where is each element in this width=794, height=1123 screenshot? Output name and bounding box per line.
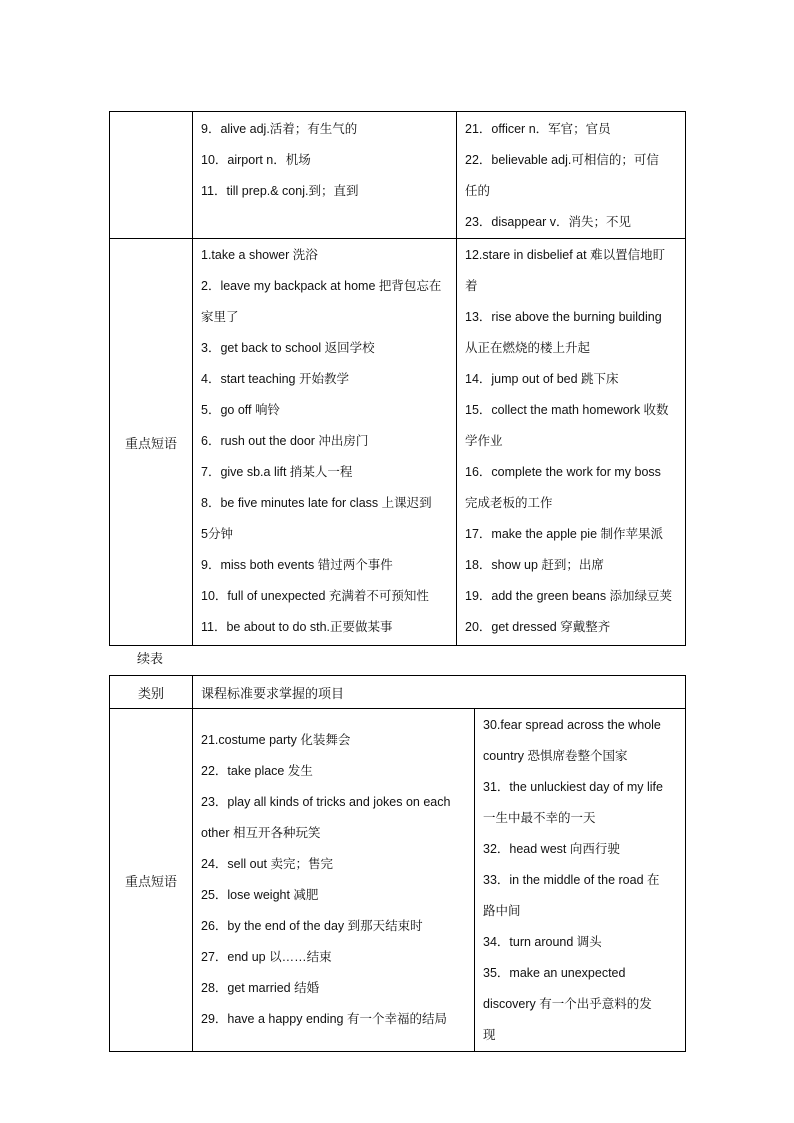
list-item: 35．make an unexpected bbox=[483, 966, 626, 980]
list-item: 23．disappear v．消失；不见 bbox=[465, 215, 632, 229]
list-item: 30.fear spread across the whole bbox=[483, 718, 661, 732]
list-item: 7．give sb.a lift 捎某人一程 bbox=[201, 465, 353, 479]
list-item: 17．make the apple pie 制作苹果派 bbox=[465, 527, 664, 541]
list-item: 27．end up 以……结束 bbox=[201, 950, 332, 964]
list-item: 一生中最不幸的一天 bbox=[483, 811, 596, 825]
list-item: 20．get dressed 穿戴整齐 bbox=[465, 620, 611, 634]
header-category: 类别 bbox=[110, 676, 193, 709]
list-item: discovery 有一个出乎意料的发 bbox=[483, 997, 652, 1011]
vocabulary-table bbox=[109, 111, 686, 646]
list-item: 1.take a shower 洗浴 bbox=[201, 248, 318, 262]
list-item: 完成老板的工作 bbox=[465, 496, 553, 510]
list-item: 10．airport n．机场 bbox=[201, 153, 311, 167]
list-item: 23．play all kinds of tricks and jokes on each bbox=[201, 795, 451, 809]
header-content: 课程标准要求掌握的项目 bbox=[193, 676, 686, 709]
table-caption: 续表 bbox=[137, 651, 164, 666]
phrases-right-cell bbox=[457, 239, 686, 646]
words-right-cell bbox=[457, 112, 686, 239]
list-item: 10．full of unexpected 充满着不可预知性 bbox=[201, 589, 429, 603]
list-item: 22．take place 发生 bbox=[201, 764, 313, 778]
list-item: 从正在燃烧的楼上升起 bbox=[465, 341, 591, 355]
list-item: 3．get back to school 返回学校 bbox=[201, 341, 375, 355]
list-item: 31．the unluckiest day of my life bbox=[483, 780, 663, 794]
list-item: 19．add the green beans 添加绿豆荚 bbox=[465, 589, 673, 603]
list-item: 26．by the end of the day 到那天结束时 bbox=[201, 919, 423, 933]
list-item: 32．head west 向西行驶 bbox=[483, 842, 620, 856]
table-row bbox=[110, 709, 686, 1052]
list-item: 33．in the middle of the road 在 bbox=[483, 873, 660, 887]
list-item: 着 bbox=[465, 279, 478, 293]
list-item: 18．show up 赶到；出席 bbox=[465, 558, 604, 572]
list-item: 路中间 bbox=[483, 904, 521, 918]
list-item: 学作业 bbox=[465, 434, 503, 448]
list-item: 4．start teaching 开始教学 bbox=[201, 372, 349, 386]
list-item: 6．rush out the door 冲出房门 bbox=[201, 434, 369, 448]
phrases-left-cell bbox=[193, 709, 475, 1052]
list-item: 任的 bbox=[465, 184, 491, 198]
list-item: 2．leave my backpack at home 把背包忘在 bbox=[201, 279, 442, 293]
list-item: 13．rise above the burning building bbox=[465, 310, 662, 324]
list-item: 5．go off 响铃 bbox=[201, 403, 280, 417]
list-item: 9．miss both events 错过两个事件 bbox=[201, 558, 393, 572]
category-label: 重点短语 bbox=[110, 709, 193, 1052]
list-item: 21.costume party 化装舞会 bbox=[201, 733, 351, 747]
category-cell bbox=[110, 112, 193, 239]
list-item: 11．till prep.& conj.到；直到 bbox=[201, 184, 359, 198]
list-item: 12.stare in disbelief at 难以置信地盯 bbox=[465, 248, 666, 262]
list-item: country 恐惧席卷整个国家 bbox=[483, 749, 628, 763]
list-item: 14．jump out of bed 跳下床 bbox=[465, 372, 619, 386]
list-item: 9．alive adj.活着；有生气的 bbox=[201, 122, 358, 136]
list-item: 家里了 bbox=[201, 310, 239, 324]
words-left-cell bbox=[193, 112, 457, 239]
list-item: 5分钟 bbox=[201, 527, 233, 541]
table-row bbox=[110, 112, 686, 239]
phrases-left-cell bbox=[193, 239, 457, 646]
table-row bbox=[110, 239, 686, 646]
list-item: 现 bbox=[483, 1028, 496, 1042]
list-item: 25．lose weight 减肥 bbox=[201, 888, 319, 902]
continued-table bbox=[109, 675, 686, 1052]
phrases-right-cell bbox=[475, 709, 686, 1052]
list-item: 34．turn around 调头 bbox=[483, 935, 602, 949]
category-label: 重点短语 bbox=[110, 239, 193, 646]
list-item: 29．have a happy ending 有一个幸福的结局 bbox=[201, 1012, 447, 1026]
list-item: 16．complete the work for my boss bbox=[465, 465, 661, 479]
table-header-row bbox=[110, 676, 686, 709]
list-item: 8．be five minutes late for class 上课迟到 bbox=[201, 496, 432, 510]
list-item: other 相互开各种玩笑 bbox=[201, 826, 321, 840]
list-item: 24．sell out 卖完；售完 bbox=[201, 857, 333, 871]
list-item: 11．be about to do sth.正要做某事 bbox=[201, 620, 393, 634]
list-item: 15．collect the math homework 收数 bbox=[465, 403, 669, 417]
list-item: 28．get married 结婚 bbox=[201, 981, 320, 995]
list-item: 22．believable adj.可相信的；可信 bbox=[465, 153, 659, 167]
list-item: 21．officer n．军官；官员 bbox=[465, 122, 611, 136]
